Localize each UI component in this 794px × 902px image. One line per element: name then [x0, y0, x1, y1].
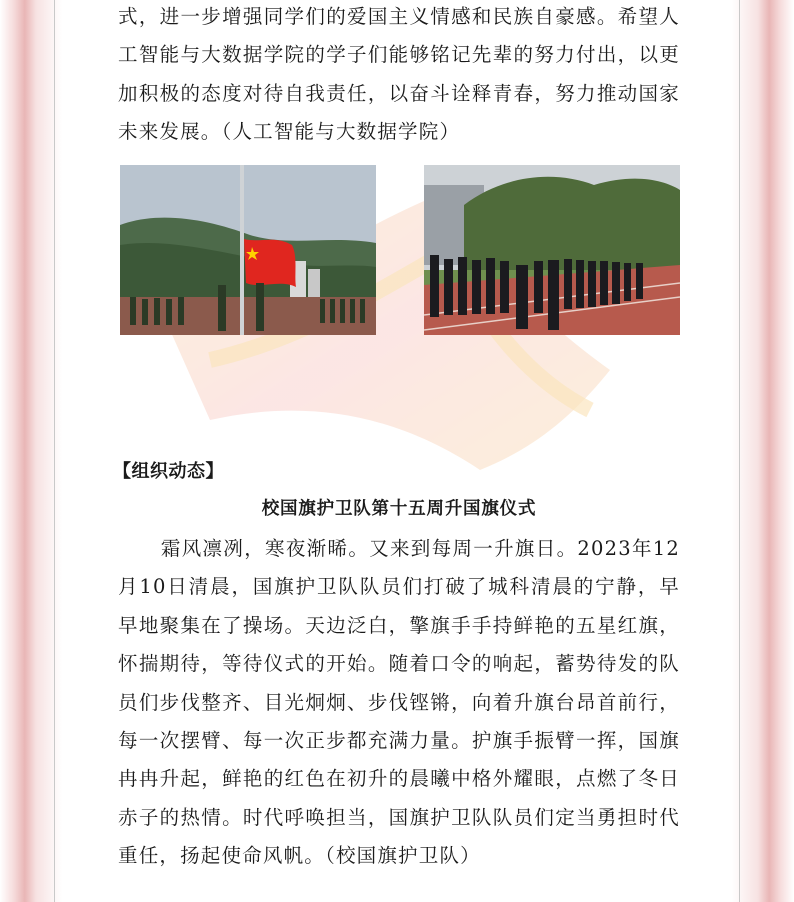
- article2-body: 霜风凛冽，寒夜渐晞。又来到每周一升旗日。2023年12月10日清晨，国旗护卫队队员们打破了城科清晨的宁静，早早地聚集在了操场。天边泛白，擎旗手手持鲜艳的五星红旗，怀揣期待，等待仪式的开始。随着口令的响起，蓄势待发的队员们步伐整齐、目光炯炯、步伐铿锵，向着升旗台昂首前行，每一次摆臂、每一次正步都充满力量。护旗手振臂一挥，国旗冉冉升起，鲜艳的红色在初升的晨曦中格外耀眼，点燃了冬日赤子的热情。时代呼唤担当，国旗护卫队队员们定当勇担时代重任，扬起使命风帆。（校国旗护卫队）: [118, 537, 680, 868]
- left-decorative-border: [0, 0, 62, 902]
- flag-raising-photo: [120, 165, 376, 335]
- right-decorative-border: [732, 0, 794, 902]
- team-assembly-photo: [424, 165, 680, 335]
- article-headline: 校国旗护卫队第十五周升国旗仪式: [261, 499, 537, 519]
- section-tag: 【组织动态】: [113, 461, 224, 482]
- article1-text: 式，进一步增强同学们的爱国主义情感和民族自豪感。希望人工智能与大数据学院的学子们能够铭记先辈的努力付出，以更加积极的态度对待自我责任，以奋斗诠释青春，努力推动国家未来发展。（人工智能与大数据学院）: [118, 5, 680, 144]
